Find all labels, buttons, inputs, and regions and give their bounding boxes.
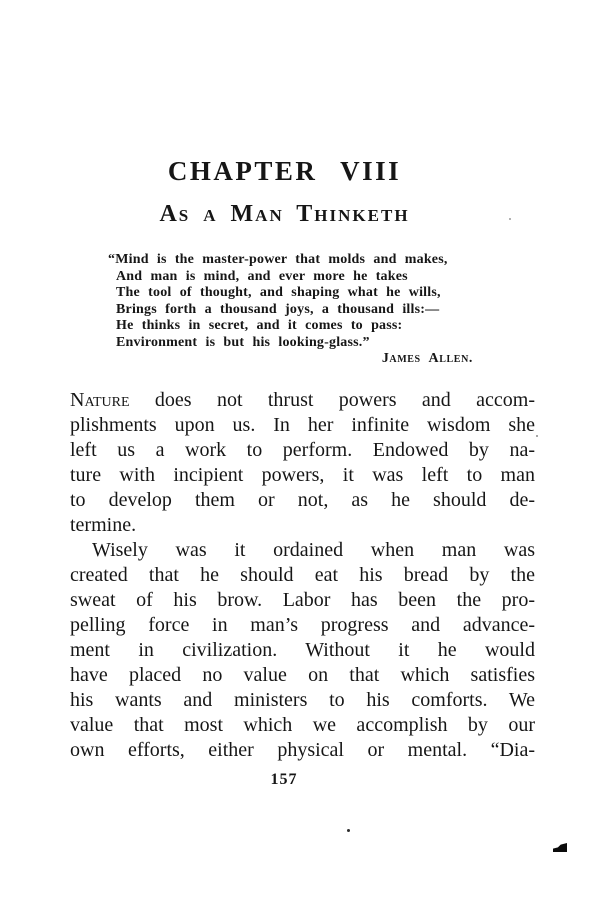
epigraph-attribution: James Allen. (381, 351, 473, 366)
epigraph-line: And man is mind, and ever more he takes (116, 268, 408, 284)
epigraph-line: “Mind is the master-power that molds and makes, (108, 252, 448, 267)
text-line: his wants and ministers to his comforts. We (70, 689, 535, 711)
lead-word: Nature (70, 389, 130, 411)
page-number: 157 (270, 771, 298, 788)
text-line: ment in civilization. Without it he would (70, 639, 535, 661)
text-line: termine. (70, 514, 137, 536)
epigraph (108, 252, 520, 368)
paragraph (70, 538, 535, 763)
paragraph (70, 388, 535, 538)
text-line: sweat of his brow. Labor has been the pro- (70, 589, 535, 611)
text-line: plishments upon us. In her infinite wisdom she (70, 414, 535, 436)
text-line: pelling force in man’s progress and advance- (70, 614, 535, 636)
text-line: created that he should eat his bread by the (70, 564, 535, 586)
epigraph-line: Environment is but his looking-glass.” (116, 334, 370, 350)
text-line: ture with incipient powers, it was left to man (70, 464, 535, 486)
body-text (70, 388, 535, 763)
ink-speck (509, 218, 511, 220)
ink-speck (536, 435, 538, 437)
chapter-heading: CHAPTER VIII (167, 156, 402, 186)
text-line: value that most which we accomplish by our (70, 714, 535, 736)
scan-artifact (553, 843, 567, 852)
text-line: Wisely was it ordained when man was (92, 539, 535, 561)
text-line: left us a work to perform. Endowed by na- (70, 439, 535, 461)
text-line: own efforts, either physical or mental. “Dia- (70, 739, 535, 761)
epigraph-line: The tool of thought, and shaping what he wills, (116, 285, 441, 300)
text-line: have placed no value on that which satisfies (70, 664, 535, 686)
section-title: As a Man Thinketh (159, 201, 410, 227)
epigraph-line: Brings forth a thousand joys, a thousand ills:— (116, 301, 440, 317)
epigraph-line: He thinks in secret, and it comes to pass: (116, 318, 403, 333)
text-line-rest: does not thrust powers and accom- (129, 389, 535, 411)
text-line: to develop them or not, as he should de- (70, 489, 535, 511)
ink-speck (347, 829, 350, 832)
text-line (70, 388, 535, 413)
